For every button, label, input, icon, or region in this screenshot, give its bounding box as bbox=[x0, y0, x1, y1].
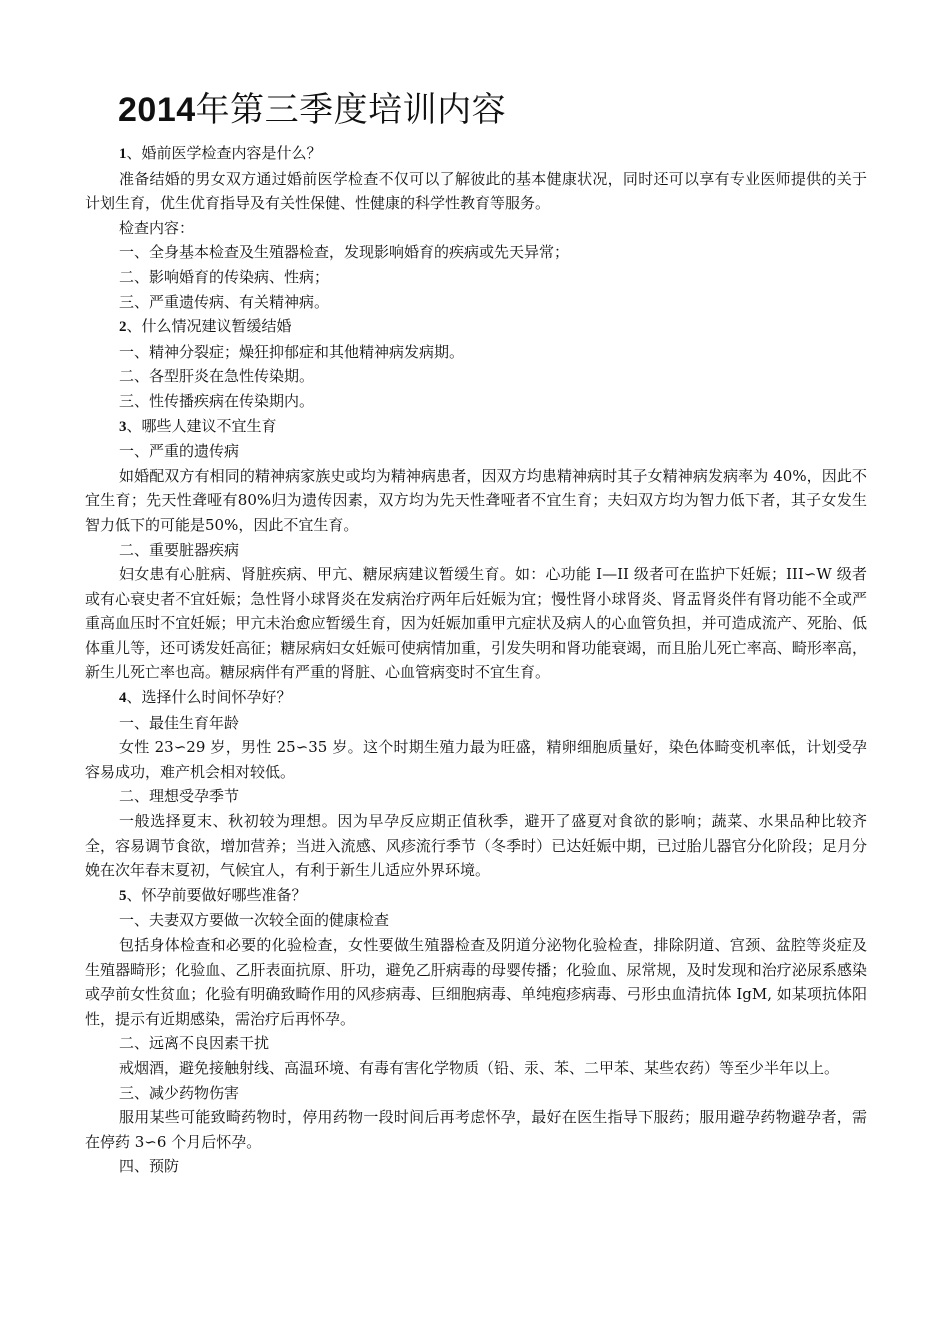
page-title bbox=[118, 82, 506, 131]
list-item: 三、严重遗传病、有关精神病。 bbox=[119, 292, 330, 311]
paragraph: 一般选择夏末、秋初较为理想。因为早孕反应期正值秋季，避开了盛夏对食欲的影响；蔬菜、水果品种比较齐全，容易调节食欲，增加营养；当进入流感、风疹流行季节（冬季时）已达妊娠中期，已过胎儿器官分化阶段；足月分娩在次年春末夏初，气候宜人，有利于新生儿适应外界环境。 bbox=[85, 812, 867, 880]
subheading: 一、最佳生育年龄 bbox=[119, 713, 240, 732]
paragraph: 准备结婚的男女双方通过婚前医学检查不仅可以了解彼此的基本健康状况，同时还可以享有专业医师提供的关于计划生育，优生优育指导及有关性保健、性健康的科学性教育等服务。 bbox=[85, 169, 867, 213]
section-heading-1: 1、婚前医学检查内容是什么？ bbox=[119, 144, 322, 162]
paragraph: 包括身体检查和必要的化验检查，女性要做生殖器检查及阴道分泌物化验检查，排除阴道、宫颈、盆腔等炎症及生殖器畸形；化验血、乙肝表面抗原、肝功，避免乙肝病毒的母婴传播；化验血、尿常规，及时发现和治疗泌尿系感染或孕前女性贫血；化验有明确致畸作用的风疹病毒、巨细胞病毒、单纯疱疹病毒、弓形虫血清抗体 IgM, 如某项抗体阳性，提示有近期感染，需治疗后再怀孕。 bbox=[85, 936, 867, 1028]
paragraph: 检查内容： bbox=[119, 218, 195, 237]
section-heading-4: 4、选择什么时间怀孕好？ bbox=[119, 688, 292, 707]
section-heading-3: 3、哪些人建议不宜生育 bbox=[119, 416, 277, 435]
list-item: 一、全身基本检查及生殖器检查，发现影响婚育的疾病或先天异常； bbox=[119, 243, 570, 262]
section-heading-5: 5、怀孕前要做好哪些准备？ bbox=[119, 885, 307, 904]
subheading: 二、重要脏器疾病 bbox=[119, 540, 240, 559]
document-body bbox=[85, 141, 867, 1179]
section-heading-2: 2、什么情况建议暂缓结婚 bbox=[119, 317, 292, 336]
title-text: 年第三季度培训内容 bbox=[195, 90, 507, 130]
subheading: 一、严重的遗传病 bbox=[119, 442, 240, 461]
title-year: 2014 bbox=[118, 91, 196, 129]
subheading: 二、理想受孕季节 bbox=[119, 787, 240, 806]
paragraph: 女性 23∽29 岁，男性 25∽35 岁。这个时期生殖力最为旺盛，精卵细胞质量好，染色体畸变机率低，计划受孕容易成功，难产机会相对较低。 bbox=[85, 738, 867, 781]
paragraph: 戒烟酒，避免接触射线、高温环境、有毒有害化学物质（铅、汞、苯、二甲苯、某些农药）等至少半年以上。 bbox=[119, 1058, 840, 1077]
paragraph: 服用某些可能致畸药物时，停用药物一段时间后再考虑怀孕，最好在医生指导下服药；服用避孕药物避孕者，需在停药 3∽6 个月后怀孕。 bbox=[85, 1108, 867, 1151]
paragraph: 妇女患有心脏病、肾脏疾病、甲亢、糖尿病建议暂缓生育。如：心功能 I—II 级者可在监护下妊娠；III∽W 级者或有心衰史者不宜妊娠；急性肾小球肾炎在发病治疗两年后妊娠为宜；慢性肾小球肾炎、肾盂肾炎伴有肾功能不全或严重高血压时不宜妊娠；甲亢未治愈应暂缓生育，因为妊娠加重甲亢症状及病人的心血管负担，并可造成流产、死胎、低体重儿等，还可诱发妊高征；糖尿病妇女妊娠可使病情加重，引发失明和肾功能衰竭，而且胎儿死亡率高、畸形率高，新生儿死亡率也高。糖尿病伴有严重的肾脏、心血管病变时不宜生育。 bbox=[85, 565, 867, 682]
subheading: 四、预防 bbox=[119, 1157, 180, 1176]
list-item: 二、各型肝炎在急性传染期。 bbox=[119, 367, 315, 386]
list-item: 二、影响婚育的传染病、性病； bbox=[119, 267, 330, 286]
subheading: 三、减少药物伤害 bbox=[119, 1083, 240, 1102]
list-item: 三、性传播疾病在传染期内。 bbox=[119, 391, 315, 410]
list-item: 一、精神分裂症；燥狂抑郁症和其他精神病发病期。 bbox=[119, 342, 465, 361]
subheading: 一、夫妻双方要做一次较全面的健康检查 bbox=[119, 911, 390, 930]
subheading: 二、远离不良因素干扰 bbox=[119, 1034, 270, 1053]
paragraph: 如婚配双方有相同的精神病家族史或均为精神病患者，因双方均患精神病时其子女精神病发病率为 40%，因此不宜生育；先天性聋哑有80%归为遗传因素，双方均为先天性聋哑者不宜生育；夫妇双方均为智力低下者，其子女发生智力低下的可能是50%，因此不宜生育。 bbox=[85, 466, 867, 534]
